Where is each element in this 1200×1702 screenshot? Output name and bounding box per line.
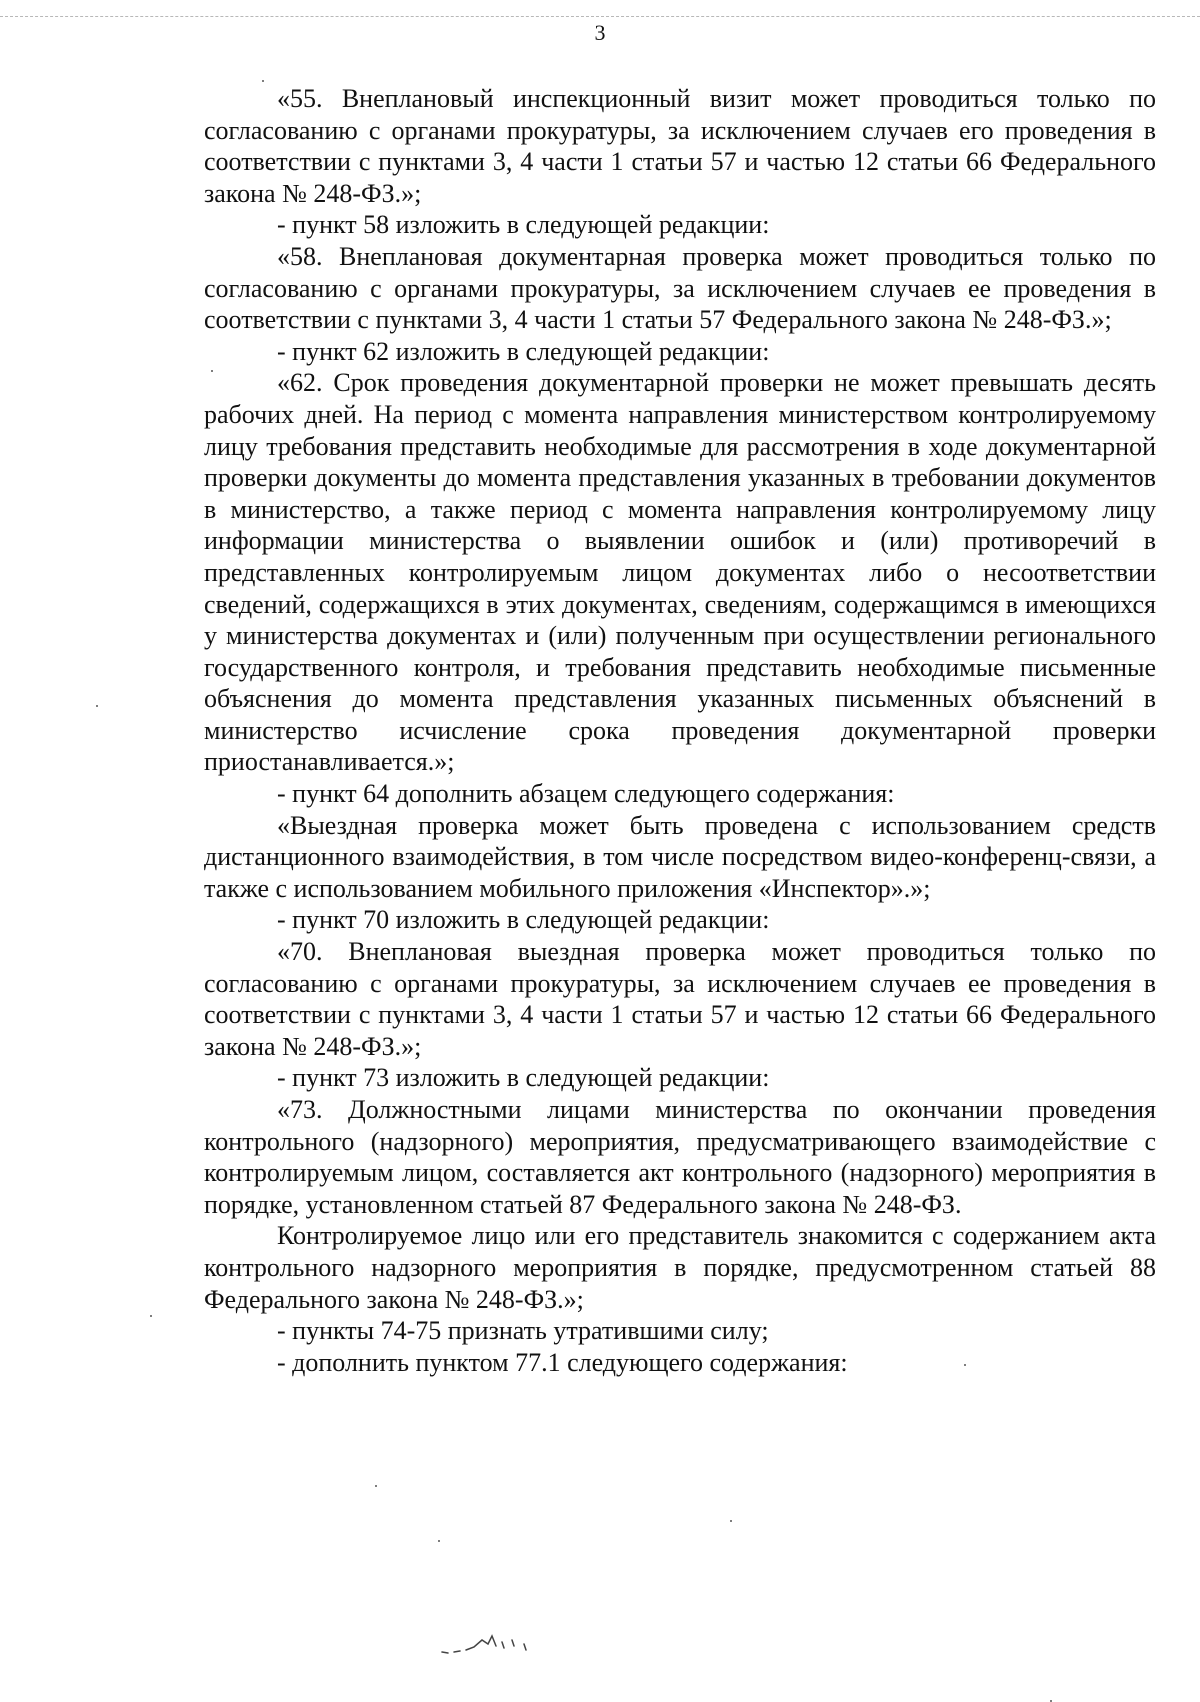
paragraph-70: «70. Внеплановая выездная проверка может проводиться только по согласованию с органами прокуратуры, за исключением случаев ее проведения в соответствии с пунктами 3, 4 части 1 статьи 57 и частью 12 статьи 66 Федерального закона № 248-ФЗ.»; — [204, 937, 1156, 1061]
scan-speck — [96, 705, 98, 707]
amendment-item-77-1: - дополнить пунктом 77.1 следующего содержания: — [277, 1347, 848, 1377]
paragraph-73: «73. Должностными лицами министерства по окончании проведения контрольного (надзорного) мероприятия, предусматривающего взаимодействие с контролируемым лицом, составляется акт контрольного (надзорного) мероприятия в порядке, установленном статьей 87 Федерального закона № 248-ФЗ. — [204, 1095, 1156, 1219]
document-body — [204, 83, 1156, 1378]
amendment-item-58: - пункт 58 изложить в следующей редакции: — [277, 210, 770, 240]
scan-speck — [375, 1485, 377, 1487]
paragraph-64-addition: «Выездная проверка может быть проведена с использованием средств дистанционного взаимодействия, в том числе посредством видео-конференц-связи, а также с использованием мобильного приложения «Инспектор».»; — [204, 810, 1156, 903]
paragraph-62: «62. Срок проведения документарной проверки не может превышать десять рабочих дней. На период с момента направления министерством контролируемому лицу требования представить необходимые для рассмотрения в ходе документарной проверки документы до момента представления указанных в требовании документов в министерство, а также период с момента направления контролируемому лицу информации министерства о выявлении ошибок и (или) противоречий в представленных контролируемым лицом документах либо о несоответствии сведений, содержащихся в этих документах, сведениям, содержащимся в имеющихся у министерства документах и (или) полученным при осуществлении регионального государственного контроля, и требования представить необходимые письменные объяснения до момента представления указанных письменных объяснений в министерство исчисление срока проведения документарной проверки приостанавливается.»; — [204, 368, 1156, 777]
scan-speck — [964, 1364, 966, 1366]
paragraph-73-continued: Контролируемое лицо или его представитель знакомится с содержанием акта контрольного надзорного мероприятия в порядке, предусмотренном статьей 88 Федерального закона № 248-ФЗ.»; — [204, 1221, 1156, 1314]
paragraph-58: «58. Внеплановая документарная проверка может проводиться только по согласованию с органами прокуратуры, за исключением случаев ее проведения в соответствии с пунктами 3, 4 части 1 статьи 57 Федерального закона № 248-ФЗ.»; — [204, 241, 1156, 335]
page-number: 3 — [594, 20, 606, 45]
scan-speck — [262, 80, 264, 82]
amendment-item-64: - пункт 64 дополнить абзацем следующего содержания: — [277, 779, 895, 809]
amendment-item-70: - пункт 70 изложить в следующей редакции: — [277, 905, 770, 935]
scan-scribble-mark — [440, 1622, 600, 1662]
amendment-item-73: - пункт 73 изложить в следующей редакции: — [277, 1063, 770, 1093]
scan-speck — [730, 1520, 732, 1522]
amendment-item-62: - пункт 62 изложить в следующей редакции: — [277, 336, 770, 366]
amendment-item-74-75: - пункты 74-75 признать утратившими силу; — [277, 1316, 769, 1346]
scan-speck — [211, 370, 213, 372]
paragraph-55: «55. Внеплановый инспекционный визит может проводиться только по согласованию с органами прокуратуры, за исключением случаев его проведения в соответствии с пунктами 3, 4 части 1 статьи 57 и частью 12 статьи 66 Федерального закона № 248-ФЗ.»; — [204, 84, 1156, 208]
page-top-edge — [0, 16, 1200, 17]
scan-speck — [438, 1540, 440, 1542]
scan-speck — [150, 1315, 152, 1317]
